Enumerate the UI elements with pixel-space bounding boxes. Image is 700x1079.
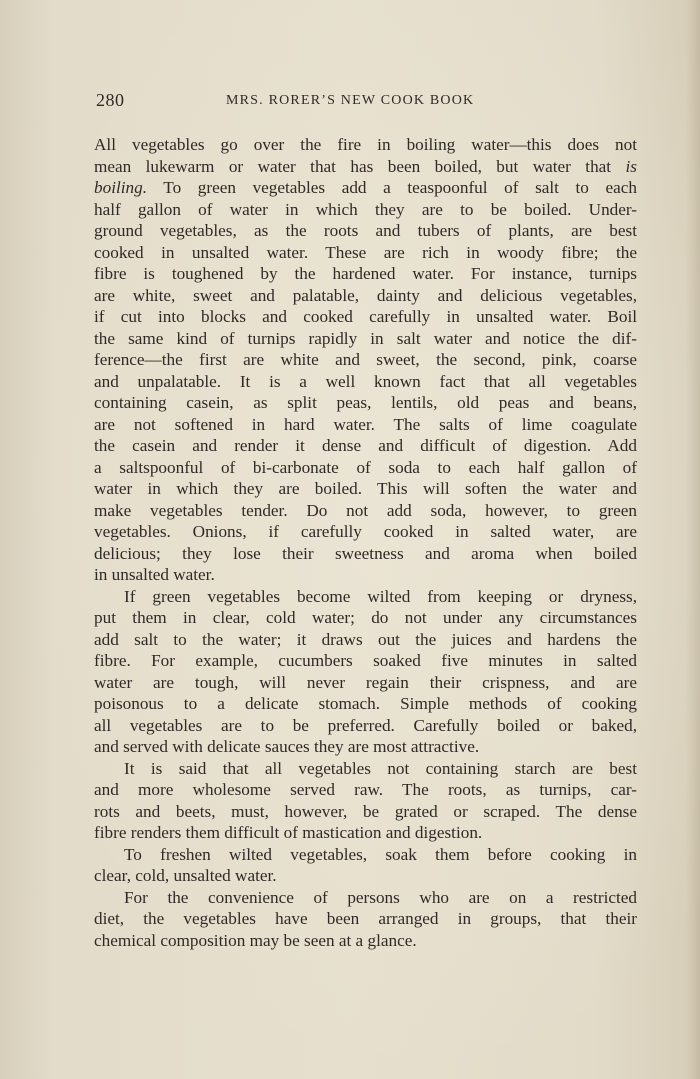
text-line: add salt to the water; it draws out the juices and hardens the bbox=[94, 629, 637, 649]
paragraph-5 bbox=[94, 887, 637, 952]
text-line: clear, cold, unsalted water. bbox=[94, 866, 277, 885]
emphasized-word: is bbox=[625, 156, 637, 176]
page-number: 280 bbox=[96, 90, 125, 110]
text-line: if cut into blocks and cooked carefully in unsalted water. Boil bbox=[94, 307, 637, 326]
text-line: and unpalatable. It is a well known fact that all vegetables bbox=[94, 371, 637, 391]
text-line: containing casein, as split peas, lentils, old peas and beans, bbox=[94, 393, 637, 412]
text-line: half gallon of water in which they are to be boiled. Under- bbox=[94, 199, 637, 219]
body-text bbox=[94, 134, 637, 951]
paragraph-1 bbox=[94, 134, 637, 586]
text-line: are white, sweet and palatable, dainty and delicious vegetables, bbox=[94, 285, 637, 305]
text-line: rots and beets, must, however, be grated or scraped. The dense bbox=[94, 801, 637, 821]
text-line: ground vegetables, as the roots and tubers of plants, are best bbox=[94, 221, 637, 240]
text-line: the same kind of turnips rapidly in salt water and notice the dif- bbox=[94, 328, 637, 348]
text-line: all vegetables are to be preferred. Carefully boiled or baked, bbox=[94, 715, 637, 735]
text-line: ference—the first are white and sweet, the second, pink, coarse bbox=[94, 350, 637, 369]
text-line: All vegetables go over the fire in boiling water—this does not bbox=[94, 135, 637, 154]
text-line: mean lukewarm or water that has been boiled, but water that is bbox=[94, 156, 637, 176]
text-line: fibre. For example, cucumbers soaked five minutes in salted bbox=[94, 651, 637, 670]
text-line: delicious; they lose their sweetness and aroma when boiled bbox=[94, 543, 637, 563]
text-line: the casein and render it dense and difficult of digestion. Add bbox=[94, 436, 637, 455]
text-line: poisonous to a delicate stomach. Simple methods of cooking bbox=[94, 694, 637, 713]
text-line: vegetables. Onions, if carefully cooked in salted water, are bbox=[94, 522, 637, 541]
text-line: fibre is toughened by the hardened water. For instance, turnips bbox=[94, 264, 637, 283]
text-line: For the convenience of persons who are on a restricted bbox=[124, 887, 637, 907]
running-header bbox=[96, 90, 636, 114]
text-line: make vegetables tender. Do not add soda, however, to green bbox=[94, 500, 637, 520]
text-line: water in which they are boiled. This will soften the water and bbox=[94, 479, 637, 498]
text-line: a saltspoonful of bi-carbonate of soda to each half gallon of bbox=[94, 457, 637, 477]
paragraph-3 bbox=[94, 758, 637, 844]
text-line: fibre renders them difficult of mastication and digestion. bbox=[94, 823, 483, 842]
emphasized-word: boiling. bbox=[94, 178, 147, 197]
paragraph-2 bbox=[94, 586, 637, 758]
text-line: chemical composition may be seen at a glance. bbox=[94, 930, 417, 950]
text-line: cooked in unsalted water. These are rich in woody fibre; the bbox=[94, 242, 637, 262]
text-line: in unsalted water. bbox=[94, 565, 215, 584]
text-line: To freshen wilted vegetables, soak them before cooking in bbox=[124, 844, 637, 864]
book-title-header: MRS. RORER’S NEW COOK BOOK bbox=[226, 93, 475, 108]
text-line: and served with delicate sauces they are most attractive. bbox=[94, 737, 480, 756]
text-line: are not softened in hard water. The salts of lime coagulate bbox=[94, 414, 637, 434]
text-line: put them in clear, cold water; do not under any circumstances bbox=[94, 608, 637, 627]
text-line: If green vegetables become wilted from keeping or dryness, bbox=[124, 586, 637, 606]
text-line: and more wholesome served raw. The roots, as turnips, car- bbox=[94, 780, 637, 799]
text-line: water are tough, will never regain their crispness, and are bbox=[94, 672, 637, 692]
page-edge-shadow bbox=[686, 0, 700, 1079]
text-line: It is said that all vegetables not containing starch are best bbox=[124, 758, 637, 778]
text-line: diet, the vegetables have been arranged in groups, that their bbox=[94, 909, 637, 928]
text-line: boiling. To green vegetables add a teaspoonful of salt to each bbox=[94, 178, 637, 197]
paragraph-4 bbox=[94, 844, 637, 887]
